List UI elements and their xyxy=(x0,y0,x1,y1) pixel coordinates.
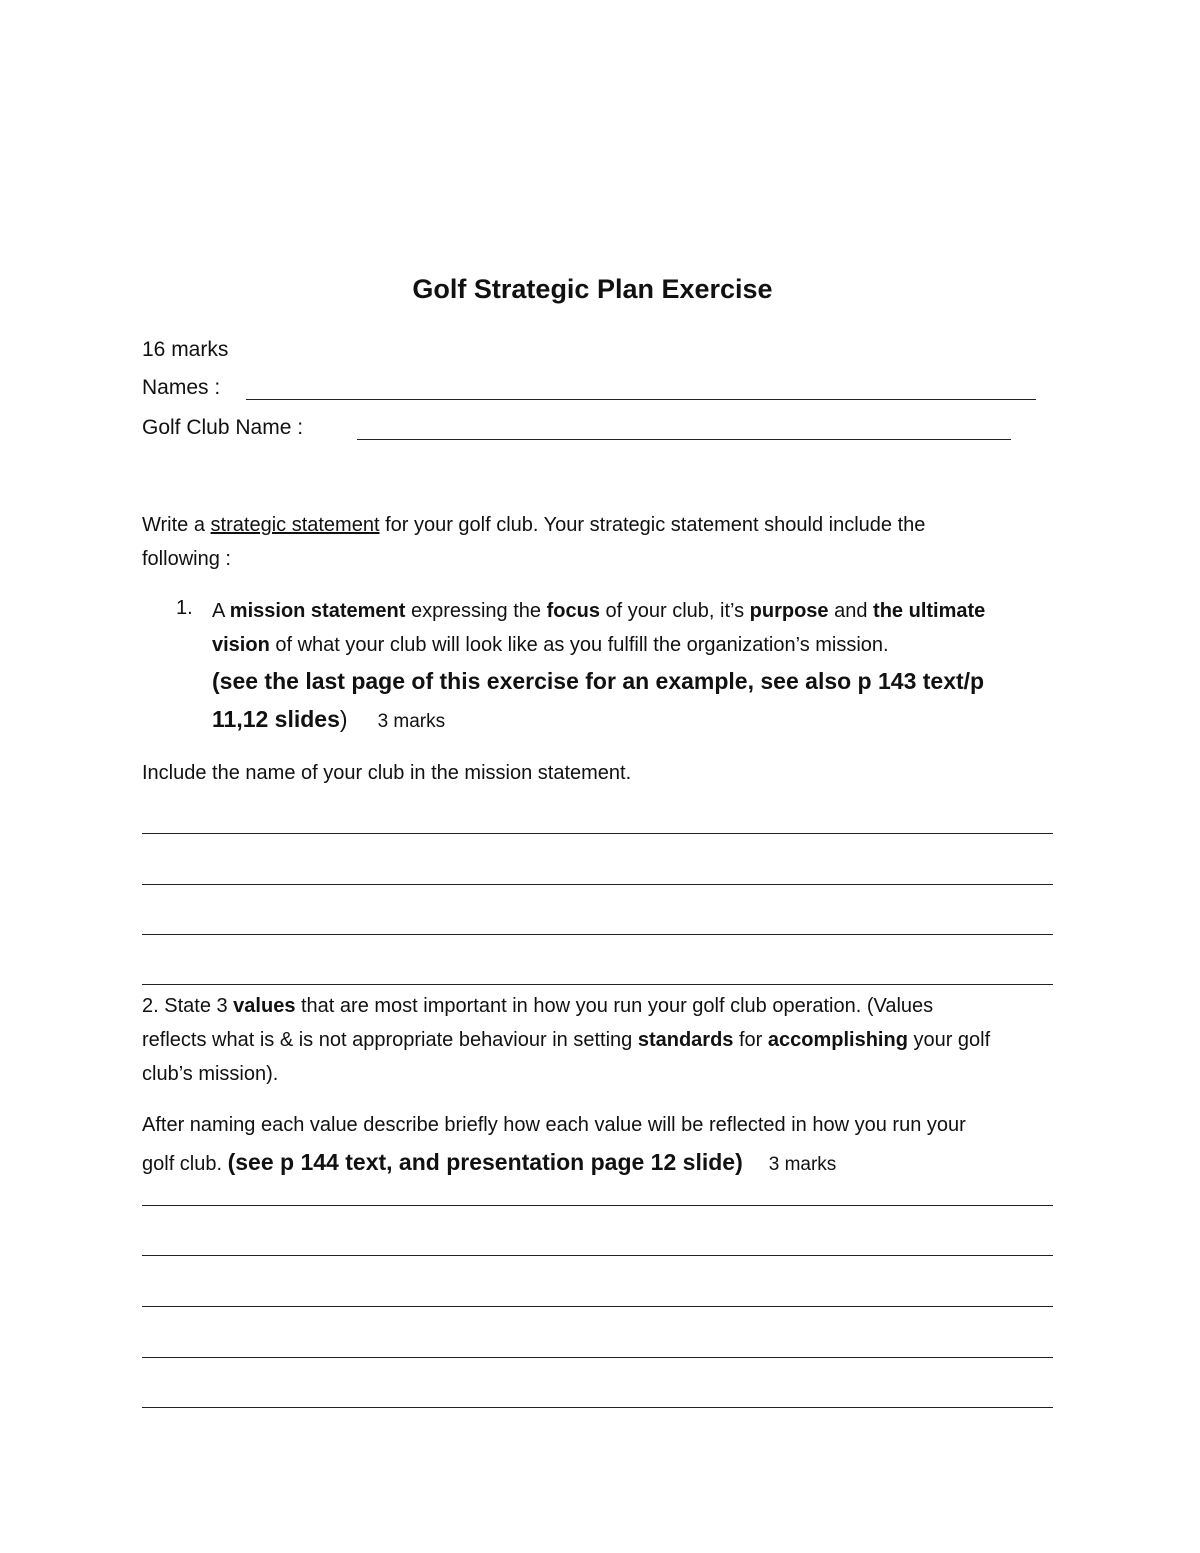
intro-line-1 xyxy=(142,508,925,542)
ultimate-term: the ultimate xyxy=(873,600,986,622)
intro-rest: for your golf club. Your strategic statement should include the xyxy=(379,514,926,536)
item-1-marks: 3 marks xyxy=(377,711,446,732)
answer-line-2-1[interactable] xyxy=(142,1205,1053,1206)
item-2-marks: 3 marks xyxy=(768,1154,837,1175)
item-2-after-values: that are most important in how you run your golf club operation. (Values xyxy=(295,995,934,1017)
answer-line-2-3[interactable] xyxy=(142,1306,1053,1307)
standards-term: standards xyxy=(637,1029,734,1051)
mission-statement-term: mission statement xyxy=(229,600,406,622)
item-1-ref-close: ) xyxy=(339,706,348,732)
names-input-line[interactable] xyxy=(246,399,1036,400)
focus-term: focus xyxy=(546,600,600,622)
item-1-text xyxy=(212,594,985,741)
intro-line-2: following : xyxy=(142,548,231,570)
item-2-lead: 2. State 3 xyxy=(142,995,234,1017)
item-2-line-2 xyxy=(142,1023,990,1057)
item-1-reference-line-2 xyxy=(212,700,985,741)
item-1-expressing: expressing the xyxy=(405,600,547,622)
item-2-line-3: club’s mission). xyxy=(142,1063,279,1085)
club-name-label: Golf Club Name : xyxy=(142,416,304,439)
item-2-line-2-end: your golf xyxy=(907,1029,991,1051)
after-naming-line-1: After naming each value describe briefly how each value will be reflected in how you run your xyxy=(142,1114,966,1136)
item-1-number: 1. xyxy=(176,597,193,619)
answer-line-1-4[interactable] xyxy=(142,984,1053,985)
strategic-statement-term: strategic statement xyxy=(210,514,380,536)
answer-line-2-4[interactable] xyxy=(142,1357,1053,1358)
item-2-for: for xyxy=(733,1029,768,1051)
item-1-reference-line-1: (see the last page of this exercise for an example, see also p 143 text/p xyxy=(212,668,985,694)
answer-line-1-3[interactable] xyxy=(142,934,1053,935)
intro-write-a: Write a xyxy=(142,514,211,536)
after-naming-text xyxy=(142,1108,966,1185)
item-2-text xyxy=(142,989,990,1091)
after-naming-golf-club: golf club. xyxy=(142,1153,228,1175)
answer-line-1-1[interactable] xyxy=(142,833,1053,834)
page-title: Golf Strategic Plan Exercise xyxy=(412,274,773,304)
total-marks: 16 marks xyxy=(142,338,229,361)
answer-line-2-2[interactable] xyxy=(142,1255,1053,1256)
item-2-line-1 xyxy=(142,989,990,1023)
answer-line-1-2[interactable] xyxy=(142,884,1053,885)
item-1-a: A xyxy=(212,600,230,622)
answer-line-2-5[interactable] xyxy=(142,1407,1053,1408)
names-label: Names : xyxy=(142,376,221,399)
vision-term: vision xyxy=(212,634,270,656)
item-1-line-2 xyxy=(212,628,985,662)
intro-paragraph xyxy=(142,508,925,576)
item-1-of-your-club: of your club, it’s xyxy=(599,600,750,622)
item-2-line-2-start: reflects what is & is not appropriate behaviour in setting xyxy=(142,1029,638,1051)
purpose-term: purpose xyxy=(749,600,829,622)
after-naming-line-2 xyxy=(142,1142,966,1185)
item-2-reference: (see p 144 text, and presentation page 12 slide) xyxy=(227,1149,743,1175)
item-1-line-1 xyxy=(212,594,985,628)
item-1-slides-ref: 11,12 slides xyxy=(212,706,340,732)
club-name-input-line[interactable] xyxy=(357,439,1011,440)
accomplishing-term: accomplishing xyxy=(767,1029,908,1051)
values-term: values xyxy=(233,995,296,1017)
include-name-instruction: Include the name of your club in the mission statement. xyxy=(142,762,632,784)
item-1-and: and xyxy=(828,600,874,622)
item-1-vision-rest: of what your club will look like as you fulfill the organization’s mission. xyxy=(269,634,889,656)
